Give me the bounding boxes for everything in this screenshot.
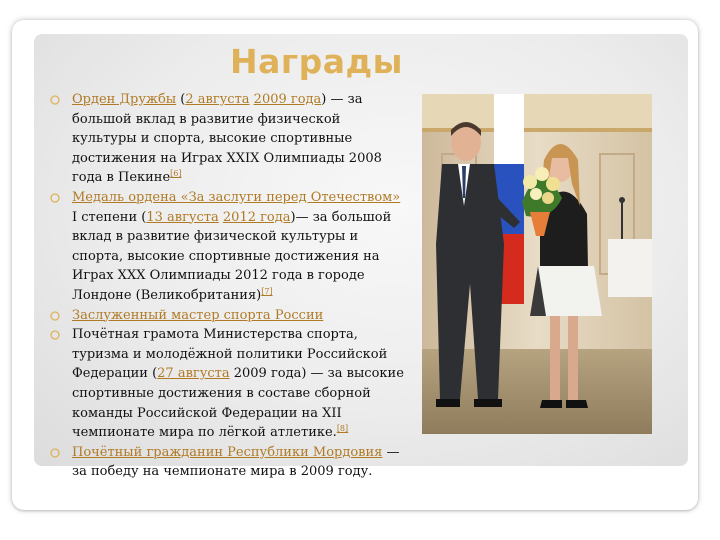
slide-title: Награды <box>230 42 404 81</box>
award-item-certificate <box>50 325 405 443</box>
award-item-honorary-citizen <box>50 443 405 482</box>
reference-link[interactable]: [8] <box>336 424 349 434</box>
award-link-citizen[interactable]: Почётный гражданин Республики Мордовия <box>72 444 383 460</box>
award-ceremony-photo <box>422 94 652 434</box>
award-link-order[interactable]: Орден Дружбы <box>72 92 177 107</box>
reference-link[interactable]: [6] <box>170 169 182 179</box>
year-link[interactable]: 2009 года <box>253 92 322 107</box>
date-link[interactable]: 27 августа <box>157 366 230 382</box>
award-link-master[interactable]: Заслуженный мастер спорта России <box>72 307 324 323</box>
reference-link[interactable]: [7] <box>261 286 273 296</box>
awards-list <box>50 90 405 482</box>
award-text: Почётная грамота Министерства спорта, туризма и молодёжной политики Российской Федерации ( <box>72 327 388 382</box>
award-text: 2009 года) — за высокие спортивные достижения в составе сборной команды Российской Федерации на XII чемпионате мира по лёгкой атлетике. <box>72 366 404 441</box>
award-item-order-of-friendship <box>50 90 405 188</box>
bullet-icon <box>50 448 60 458</box>
award-text: — за победу на чемпионате мира в 2009 году. <box>72 444 400 480</box>
award-item-honored-master <box>50 306 405 326</box>
award-text: ( <box>176 92 186 107</box>
award-text: ) — за большой вклад в развитие физической культуры и спорта, высокие спортивные достижения на Играх XXIX Олимпиады 2008 года в Пекине <box>72 92 382 186</box>
award-text: )— за большой вклад в развитие физической культуры и спорта, высокие спортивные достижения на Играх XXX Олимпиады 2012 года в городе Лондоне (Великобритания) <box>72 209 392 303</box>
award-text: I степени ( <box>72 209 147 225</box>
date-link[interactable]: 13 августа <box>146 209 219 225</box>
bullet-icon <box>50 330 60 340</box>
year-link[interactable]: 2012 года <box>222 209 291 225</box>
bullet-icon <box>50 193 60 203</box>
bullet-icon <box>50 311 60 321</box>
date-link[interactable]: 2 августа <box>185 92 250 107</box>
bullet-icon <box>50 95 60 105</box>
award-link-medal[interactable]: Медаль ордена «За заслуги перед Отечеством» <box>72 189 401 205</box>
award-item-medal-of-order <box>50 188 405 306</box>
